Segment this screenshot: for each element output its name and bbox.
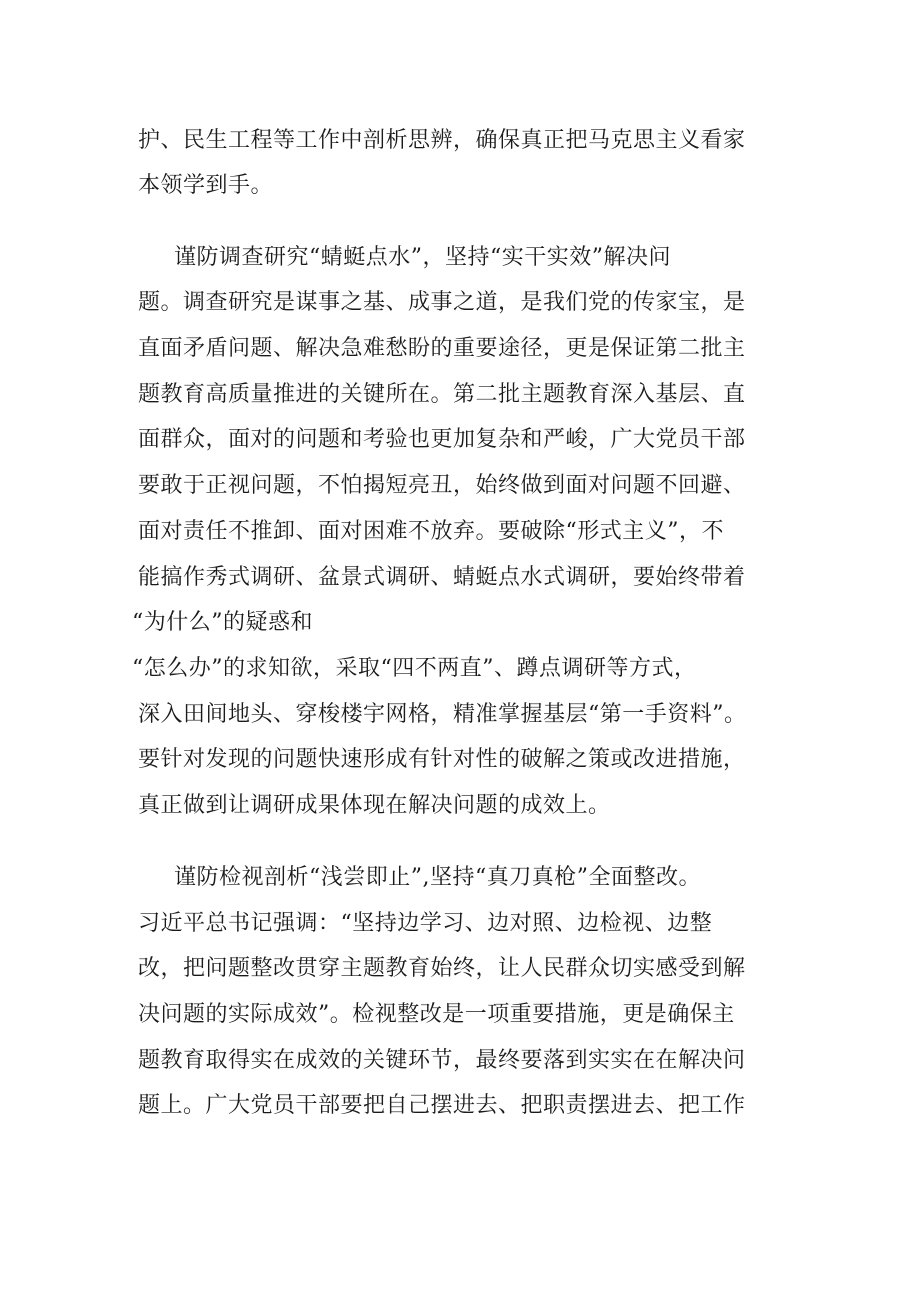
text-line: 谨防检视剖析“浅尝即止”,坚持“真刀真枪”全面整改。 [174,865,701,890]
text-line: 护、民生工程等工作中剖析思辨，确保真正把马克思主义看家 [138,128,746,153]
text-line: 直面矛盾问题、解决急难愁盼的重要途径，更是保证第二批主 [138,336,746,361]
text-line: 谨防调查研究“蜻蜓点水”，坚持“实干实效”解决问 [174,245,671,270]
text-line: 题教育取得实在成效的关键环节，最终要落到实实在在解决问 [138,1048,746,1073]
text-line: 要针对发现的问题快速形成有针对性的破解之策或改进措施， [138,747,746,772]
text-line: 面群众，面对的问题和考验也更加复杂和严峻，广大党员干部 [138,427,746,452]
text-line: 面对责任不推卸、面对困难不放弃。要破除“形式主义”，不 [138,519,724,544]
text-line: 题。调查研究是谋事之基、成事之道，是我们党的传家宝，是 [138,290,746,315]
text-line: 题上。广大党员干部要把自己摆进去、把职责摆进去、把工作 [138,1093,746,1118]
text-line: “为什么”的疑惑和 [132,610,313,635]
text-line: 习近平总书记强调：“坚持边学习、边对照、边检视、边整 [138,911,713,936]
text-line: “怎么办”的求知欲，采取“四不两直”、蹲点调研等方式， [132,656,697,681]
text-line: 本领学到手。 [138,173,274,198]
text-line: 改，把问题整改贯穿主题教育始终，让人民群众切实感受到解 [138,956,746,981]
text-line: 能搞作秀式调研、盆景式调研、蜻蜓点水式调研，要始终带着 [138,565,746,590]
text-line: 题教育高质量推进的关键所在。第二批主题教育深入基层、直 [138,382,746,407]
text-line: 真正做到让调研成果体现在解决问题的成效上。 [138,793,611,818]
text-line: 决问题的实际成效”。检视整改是一项重要措施，更是确保主 [138,1002,735,1027]
text-line: 要敢于正视问题，不怕揭短亮丑，始终做到面对问题不回避、 [138,473,746,498]
text-line: 深入田间地头、穿梭楼宇网格，精准掌握基层“第一手资料”。 [138,702,747,727]
